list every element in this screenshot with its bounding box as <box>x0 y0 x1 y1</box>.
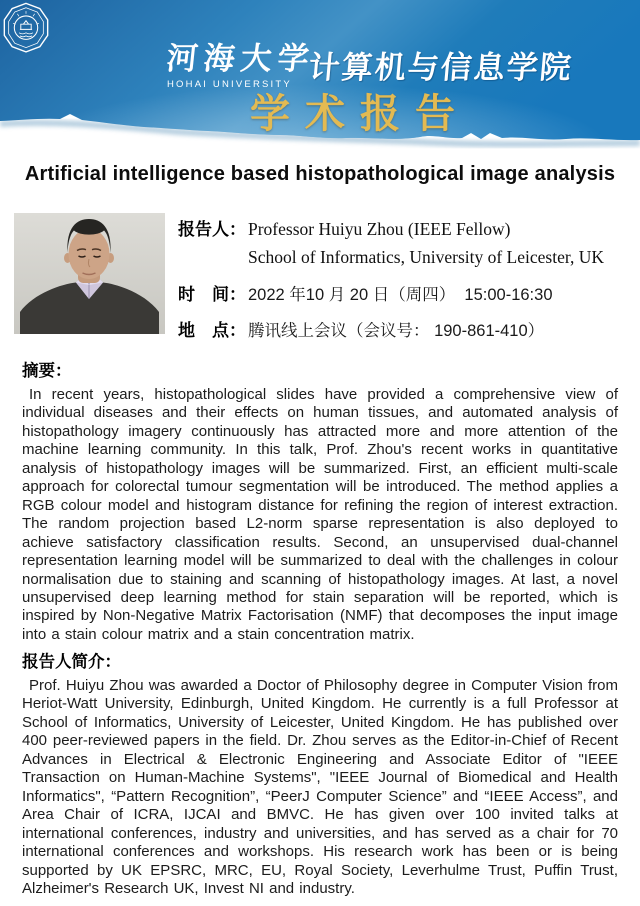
venue-label: 地 点： <box>178 321 246 340</box>
banner <box>0 0 640 152</box>
hohai-university-seal-icon <box>0 0 52 57</box>
bio-section <box>22 648 618 898</box>
venue-row <box>178 316 630 341</box>
time-label: 时 间： <box>178 285 246 304</box>
venue-value: 腾讯线上会议（会议号： 190-861-410） <box>248 322 545 340</box>
abstract-section <box>22 357 618 644</box>
talk-title: Artificial intelligence based histopathological image analysis <box>24 163 616 185</box>
time-row <box>178 280 630 305</box>
college-name: 计算机与信息学院 <box>307 50 575 85</box>
event-title: 学术报告 <box>250 92 470 136</box>
university-name-en: HOHAI UNIVERSITY <box>167 79 292 90</box>
bio-heading: 报告人简介： <box>22 653 121 671</box>
university-name-cn: 河海大学 <box>164 41 317 76</box>
talk-details <box>178 215 630 341</box>
speaker-affiliation: School of Informatics, University of Leicester, UK <box>248 247 605 267</box>
speaker-name: Professor Huiyu Zhou (IEEE Fellow) <box>248 219 511 239</box>
time-value: 2022 年10 月 20 日（周四） 15:00-16:30 <box>248 286 553 304</box>
affiliation-row <box>248 247 630 268</box>
speaker-photo <box>14 213 165 334</box>
banner-content <box>0 0 640 152</box>
abstract-body: In recent years, histopathological slides have provided a comprehensive view of individual diseases and their effects on human tissues, and automated analysis of histopathology imagery continuously has attracted more and more attention of the machine learning community. In this talk, Prof. Zhou's recent works in quantitative analysis of histopathology images will be summarized. First, an efficient multi-scale approach for colorectal tumour segmentation will be introduced. The method applies a RGB colour model and histogram distance for refining the region of interest extraction. The random projection based L2-norm sparse representation is also deployed to achieve satisfactory classification results. Second, an unsupervised dual-channel representation learning model will be summarized to deal with the challenges in colour normalisation due to staining and scanning of histopathology images. At last, a novel unsupervised deep learning method for stain separation will be reported, which is inspired by Non-Negative Matrix Factorisation (NMF) that decomposes the input image into a stain colour matrix and a stain concentration matrix. <box>22 386 618 643</box>
bio-body: Prof. Huiyu Zhou was awarded a Doctor of Philosophy degree in Computer Vision from Heriot-Watt University, Edinburgh, United Kingdom. He currently is a full Professor at School of Informatics, University of Leicester, United Kingdom. He has published over 400 peer-reviewed papers in the field. Dr. Zhou serves as the Editor-in-Chief of Recent Advances in Electrical & Electronic Engineering and Associate Editor of "IEEE Transaction on Human-Machine Systems", "IEEE Journal of Biomedical and Health Informatics", “Pattern Recognition”, “PeerJ Computer Science” and “IEEE Access”, and Area Chair of ICRA, IJCAI and BMVC. He has given over 100 invited talks at international conferences, industry and universities, and has served as a chair for 70 international conferences and workshops. His research work has been or is being supported by UK EPSRC, MRC, EU, Royal Society, Leverhulme Trust, Puffin Trust, Alzheimer's Research UK, Invest NI and industry. <box>22 677 618 897</box>
portrait-illustration <box>14 213 165 334</box>
speaker-label: 报告人： <box>178 220 246 239</box>
abstract-heading: 摘要： <box>22 362 72 380</box>
speaker-row <box>178 215 630 240</box>
